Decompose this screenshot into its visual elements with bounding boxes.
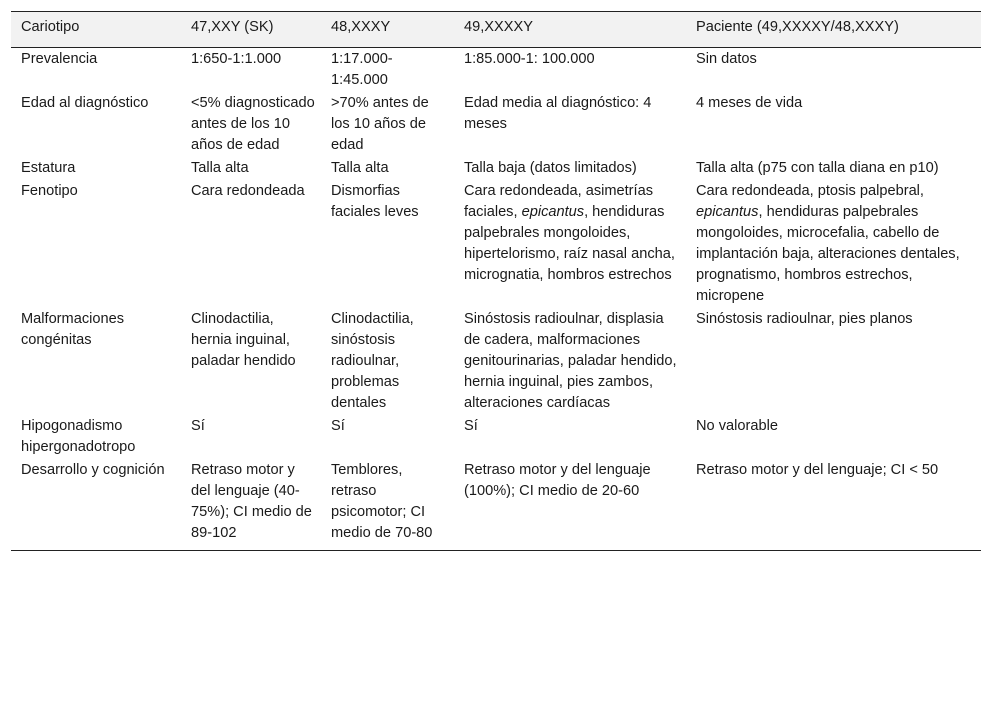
table-cell: Sí bbox=[331, 418, 345, 434]
table-cell: No valorable bbox=[696, 418, 778, 434]
table-cell: Talla alta bbox=[331, 160, 389, 176]
table-cell: Sin datos bbox=[696, 51, 757, 67]
table-row-edad bbox=[11, 92, 981, 157]
header-paciente: Paciente (49,XXXXY/48,XXXY) bbox=[686, 12, 981, 48]
row-label: Edad al diagnóstico bbox=[21, 95, 149, 111]
table-cell: Talla alta (p75 con talla diana en p10) bbox=[696, 160, 939, 176]
header-row bbox=[11, 12, 981, 48]
table-cell: <5% diagnosticado antes de los 10 años de edad bbox=[191, 95, 315, 153]
table-cell bbox=[686, 180, 981, 308]
table-cell: Clinodactilia, sinóstosis radioulnar, problemas dentales bbox=[331, 311, 414, 411]
table-cell: 4 meses de vida bbox=[696, 95, 803, 111]
cell-text: , hendiduras palpebrales mongoloides, microcefalia, cabello de implantación baja, alteraciones dentales, prognatismo, hombros estrechos, micropene bbox=[696, 204, 960, 304]
row-label: Estatura bbox=[21, 160, 76, 176]
header-47xxy: 47,XXY (SK) bbox=[181, 12, 321, 48]
table-cell: Retraso motor y del lenguaje; CI < 50 bbox=[686, 459, 981, 551]
table-row-fenotipo bbox=[11, 180, 981, 308]
table-body bbox=[11, 48, 981, 551]
table-cell: Sí bbox=[191, 418, 205, 434]
header-49xxxxy: 49,XXXXY bbox=[454, 12, 686, 48]
row-label: Hipogonadismo hipergonadotropo bbox=[21, 418, 136, 455]
table-cell: Retraso motor y del lenguaje (40-75%); CI medio de 89-102 bbox=[181, 459, 321, 551]
header-48xxxy: 48,XXXY bbox=[321, 12, 454, 48]
table-row-estatura bbox=[11, 157, 981, 180]
table-cell: 1:17.000-1:45.000 bbox=[331, 51, 393, 88]
table-row-malformaciones bbox=[11, 308, 981, 415]
table-cell: Sinóstosis radioulnar, displasia de cadera, malformaciones genitourinarias, paladar hendido, hernia inguinal, pies zambos, alteraciones cardíacas bbox=[464, 311, 677, 411]
table-cell: 1:650-1:1.000 bbox=[191, 51, 282, 67]
table-cell: Edad media al diagnóstico: 4 meses bbox=[464, 95, 652, 132]
table-cell: Clinodactilia, hernia inguinal, paladar hendido bbox=[191, 311, 296, 369]
table-cell: Retraso motor y del lenguaje (100%); CI medio de 20-60 bbox=[454, 459, 686, 551]
table-header bbox=[11, 12, 981, 48]
table-cell bbox=[454, 180, 686, 308]
row-label: Desarrollo y cognición bbox=[11, 459, 181, 551]
row-label: Malformaciones congénitas bbox=[21, 311, 125, 348]
table-row-prevalencia bbox=[11, 48, 981, 93]
table-cell: Talla alta bbox=[191, 160, 249, 176]
table-cell: Sinóstosis radioulnar, pies planos bbox=[696, 311, 913, 327]
karyotype-comparison-table bbox=[11, 11, 981, 551]
cell-text: Cara redondeada, ptosis palpebral, bbox=[696, 183, 924, 199]
table-cell: Temblores, retraso psicomotor; CI medio de 70-80 bbox=[321, 459, 454, 551]
table-row-hipogonadismo bbox=[11, 415, 981, 459]
table-cell: Talla baja (datos limitados) bbox=[464, 160, 637, 176]
row-label: Prevalencia bbox=[21, 51, 98, 67]
row-label: Fenotipo bbox=[21, 183, 78, 199]
table-row-desarrollo bbox=[11, 459, 981, 551]
cell-italic-term: epicantus bbox=[696, 204, 759, 220]
header-cariotipo: Cariotipo bbox=[11, 12, 181, 48]
table-cell: >70% antes de los 10 años de edad bbox=[331, 95, 429, 153]
table-cell: 1:85.000-1: 100.000 bbox=[464, 51, 595, 67]
table-cell: Sí bbox=[464, 418, 478, 434]
cell-text: Cara redondeada, asimetrías faciales, bbox=[464, 183, 654, 220]
cell-italic-term: epicantus bbox=[521, 204, 585, 220]
cell-text: , hendiduras palpebrales mongoloides, hipertelorismo, raíz nasal ancha, micrognatia, hombros estrechos bbox=[464, 204, 675, 283]
table-cell: Dismorfias faciales leves bbox=[331, 183, 419, 220]
table-cell: Cara redondeada bbox=[191, 183, 305, 199]
